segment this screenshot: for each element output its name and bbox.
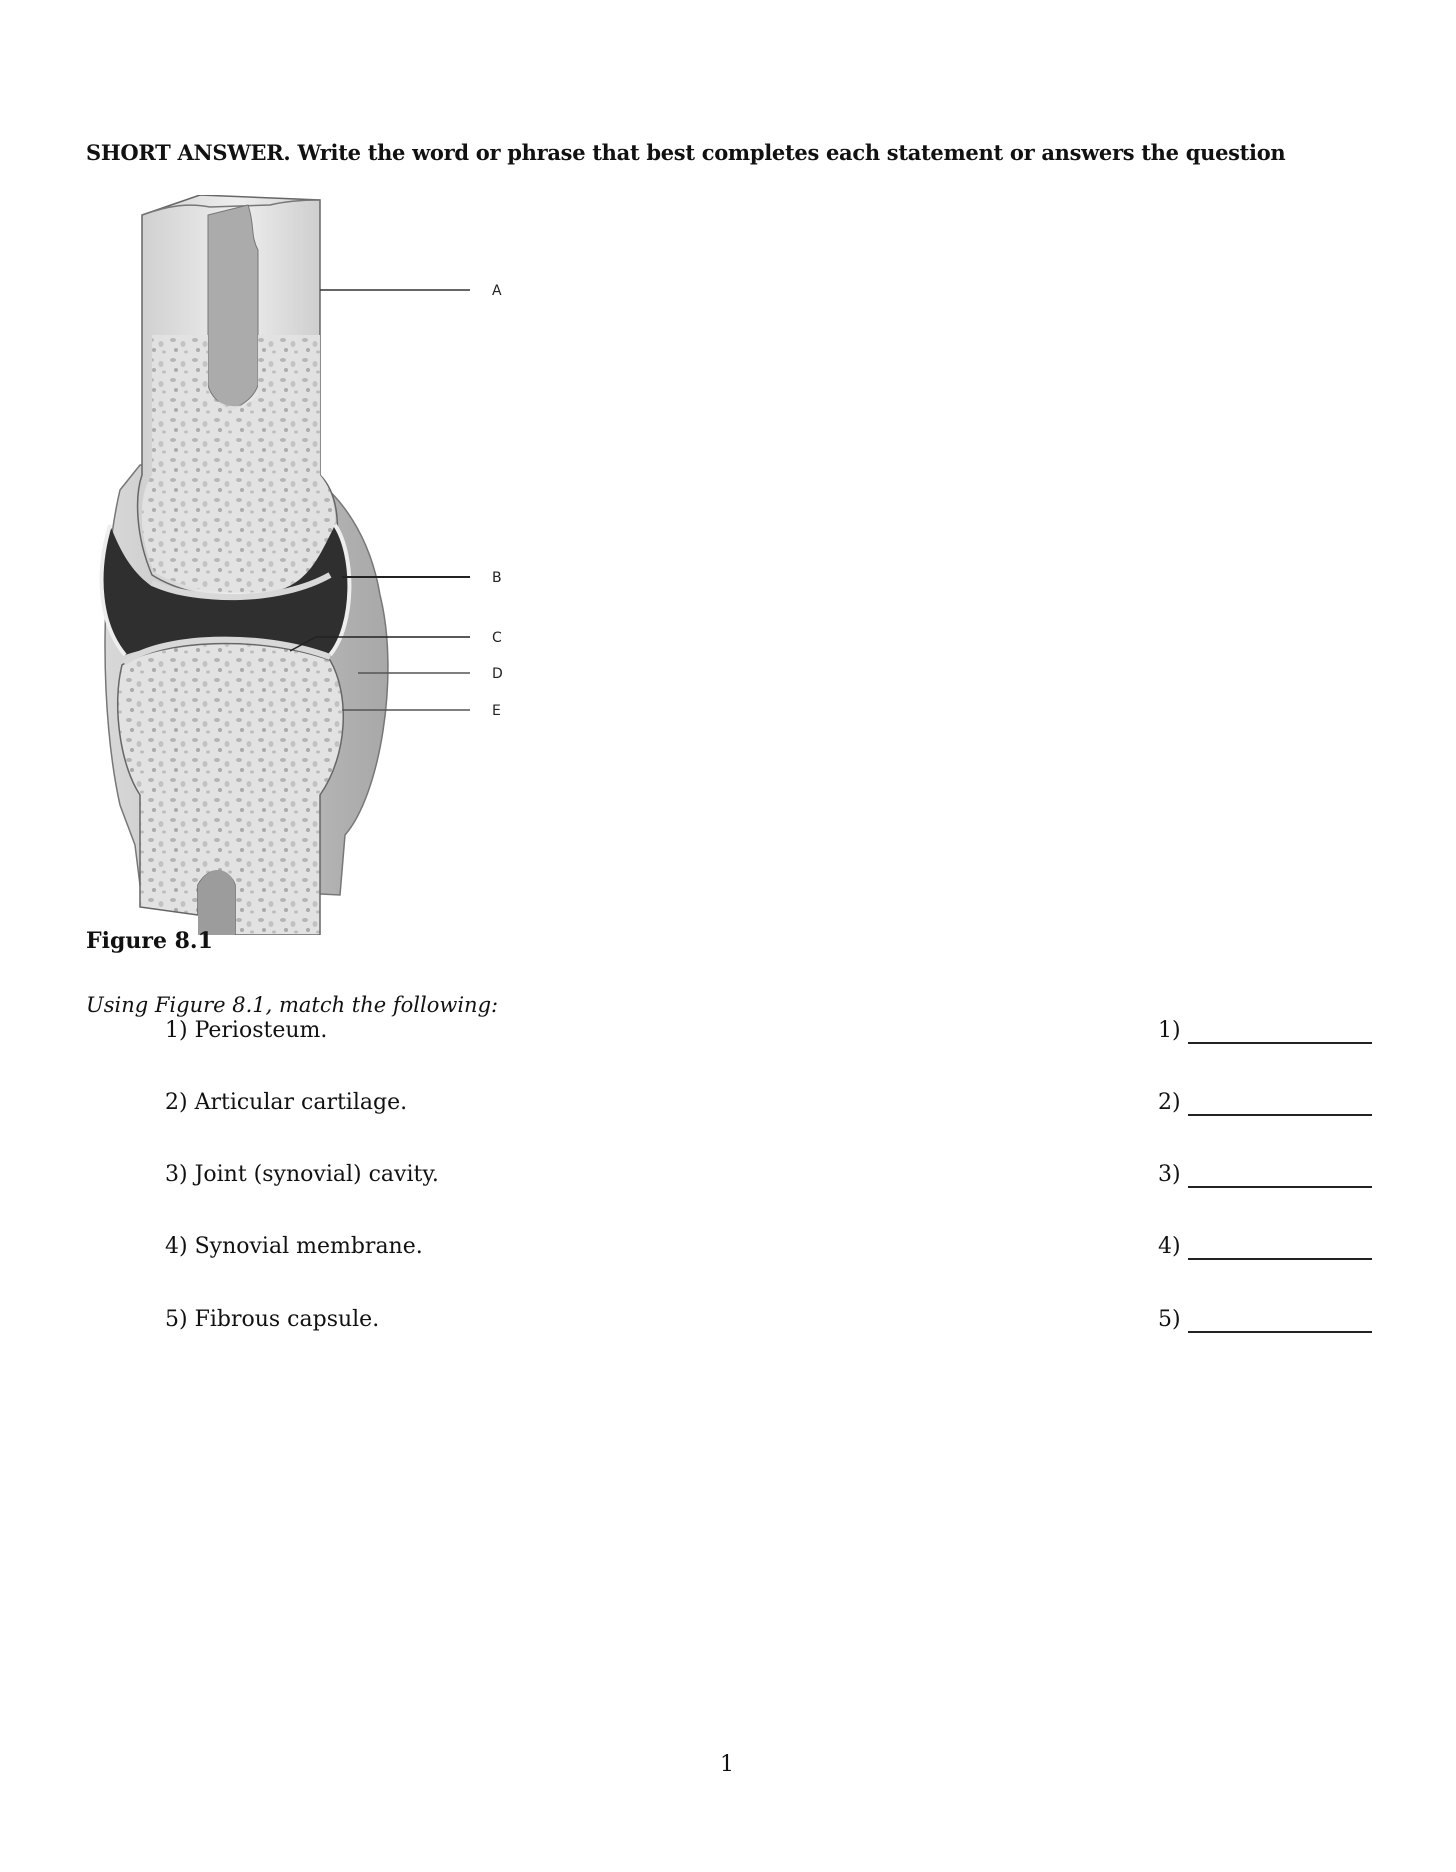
answer-number-1: 1) [1158, 1018, 1181, 1043]
answer-blank-4[interactable] [1188, 1258, 1372, 1260]
question-1: 1) Periosteum. [165, 1018, 328, 1043]
instructions: Using Figure 8.1, match the following: [86, 993, 499, 1017]
question-2: 2) Articular cartilage. [165, 1090, 408, 1115]
answer-number-5: 5) [1158, 1307, 1181, 1332]
question-3: 3) Joint (synovial) cavity. [165, 1162, 439, 1187]
figure-label-b: B [492, 570, 502, 586]
figure-label-e: E [492, 703, 501, 719]
question-5: 5) Fibrous capsule. [165, 1307, 380, 1332]
page-number: 1 [720, 1752, 734, 1777]
figure-caption: Figure 8.1 [86, 928, 213, 954]
medullary-cavity-shape [208, 205, 258, 410]
answer-blank-5[interactable] [1188, 1331, 1372, 1333]
answer-blank-1[interactable] [1188, 1042, 1372, 1044]
answer-blank-3[interactable] [1188, 1186, 1372, 1188]
question-4: 4) Synovial membrane. [165, 1234, 423, 1259]
synovial-joint-figure [80, 195, 540, 935]
section-heading: SHORT ANSWER. Write the word or phrase that best completes each statement or answers the question [86, 140, 1286, 165]
answer-number-2: 2) [1158, 1090, 1181, 1115]
figure-label-c: C [492, 630, 502, 646]
answer-number-4: 4) [1158, 1234, 1181, 1259]
figure-label-a: A [492, 283, 502, 299]
answer-blank-2[interactable] [1188, 1114, 1372, 1116]
answer-number-3: 3) [1158, 1162, 1181, 1187]
figure-label-d: D [492, 666, 503, 682]
